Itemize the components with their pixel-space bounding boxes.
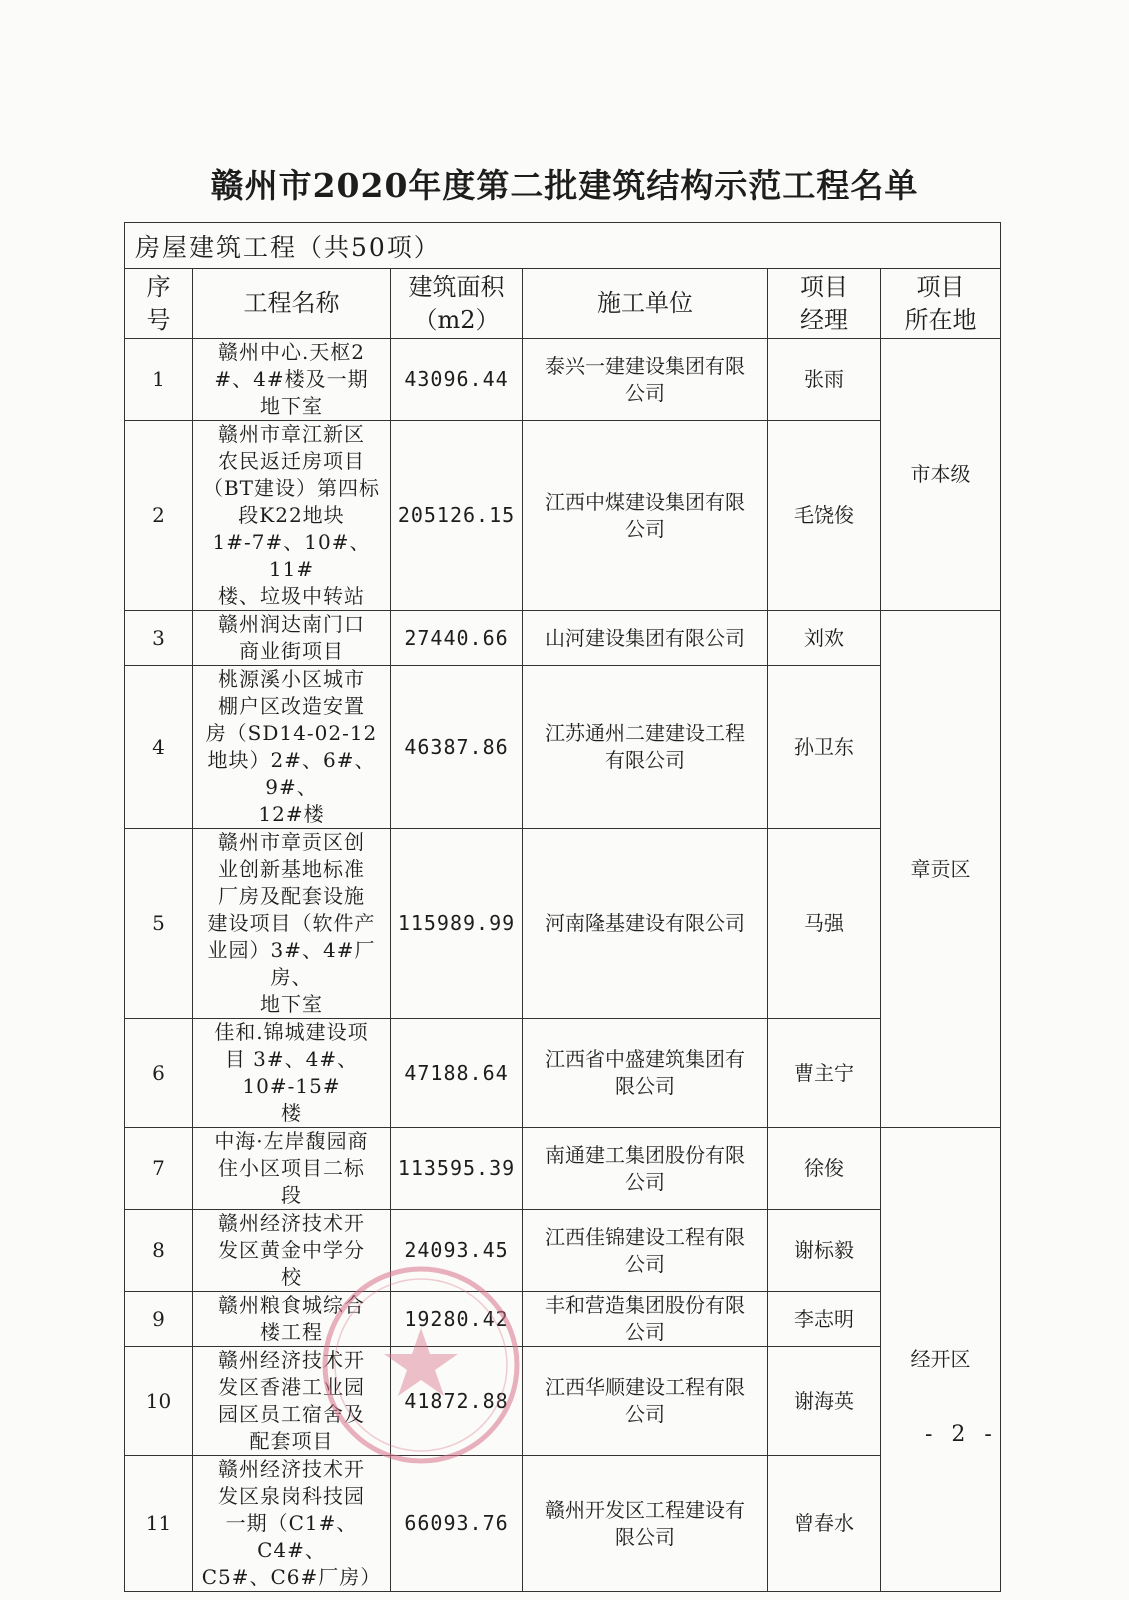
building-area: 46387.86 (391, 666, 523, 829)
project-manager: 毛饶俊 (768, 421, 881, 611)
project-manager: 徐俊 (768, 1128, 881, 1210)
header-manager: 项目 经理 (768, 269, 881, 339)
construction-company: 丰和营造集团股份有限 公司 (523, 1292, 768, 1347)
project-table (124, 222, 1001, 1592)
table-row (125, 1347, 1001, 1456)
header-region: 项目 所在地 (881, 269, 1001, 339)
section-title: 房屋建筑工程（共50项） (125, 223, 1001, 269)
row-no: 5 (125, 829, 193, 1019)
table-row (125, 1210, 1001, 1292)
project-name: 佳和.锦城建设项 目 3#、4#、10#-15# 楼 (193, 1019, 391, 1128)
building-area: 47188.64 (391, 1019, 523, 1128)
project-name: 桃源溪小区城市 棚户区改造安置 房（SD14-02-12 地块）2#、6#、9#、 12#楼 (193, 666, 391, 829)
row-no: 10 (125, 1347, 193, 1456)
project-manager: 张雨 (768, 339, 881, 421)
building-area: 41872.88 (391, 1347, 523, 1456)
region-shibenji: 市本级 (881, 339, 1001, 611)
table-row (125, 829, 1001, 1019)
construction-company: 江苏通州二建建设工程 有限公司 (523, 666, 768, 829)
building-area: 66093.76 (391, 1456, 523, 1592)
project-manager: 曹主宁 (768, 1019, 881, 1128)
project-manager: 谢海英 (768, 1347, 881, 1456)
project-manager: 马强 (768, 829, 881, 1019)
project-name: 赣州经济技术开 发区黄金中学分 校 (193, 1210, 391, 1292)
construction-company: 赣州开发区工程建设有 限公司 (523, 1456, 768, 1592)
building-area: 27440.66 (391, 611, 523, 666)
row-no: 6 (125, 1019, 193, 1128)
row-no: 9 (125, 1292, 193, 1347)
row-no: 7 (125, 1128, 193, 1210)
project-name: 赣州粮食城综合 楼工程 (193, 1292, 391, 1347)
construction-company: 山河建设集团有限公司 (523, 611, 768, 666)
project-name: 赣州市章江新区 农民返迁房项目 （BT建设）第四标 段K22地块 1#-7#、10#、11# 楼、垃圾中转站 (193, 421, 391, 611)
building-area: 43096.44 (391, 339, 523, 421)
project-manager: 曾春水 (768, 1456, 881, 1592)
row-no: 8 (125, 1210, 193, 1292)
construction-company: 江西佳锦建设工程有限 公司 (523, 1210, 768, 1292)
page-number: - 2 - (925, 1422, 998, 1447)
row-no: 11 (125, 1456, 193, 1592)
table-row (125, 1292, 1001, 1347)
row-no: 3 (125, 611, 193, 666)
project-name: 赣州润达南门口 商业街项目 (193, 611, 391, 666)
header-area: 建筑面积 （m2） (391, 269, 523, 339)
project-name: 赣州经济技术开 发区香港工业园 园区员工宿舍及 配套项目 (193, 1347, 391, 1456)
row-no: 2 (125, 421, 193, 611)
region-jingkai: 经开区 (881, 1128, 1001, 1592)
construction-company: 泰兴一建建设集团有限 公司 (523, 339, 768, 421)
construction-company: 江西省中盛建筑集团有 限公司 (523, 1019, 768, 1128)
building-area: 115989.99 (391, 829, 523, 1019)
table-row (125, 1128, 1001, 1210)
region-zhanggong: 章贡区 (881, 611, 1001, 1128)
section-row (125, 223, 1001, 269)
table-row (125, 1456, 1001, 1592)
construction-company: 河南隆基建设有限公司 (523, 829, 768, 1019)
project-manager: 谢标毅 (768, 1210, 881, 1292)
table-row (125, 421, 1001, 611)
construction-company: 江西中煤建设集团有限 公司 (523, 421, 768, 611)
row-no: 1 (125, 339, 193, 421)
project-name: 中海·左岸馥园商 住小区项目二标 段 (193, 1128, 391, 1210)
building-area: 205126.15 (391, 421, 523, 611)
header-name: 工程名称 (193, 269, 391, 339)
building-area: 19280.42 (391, 1292, 523, 1347)
header-row (125, 269, 1001, 339)
building-area: 113595.39 (391, 1128, 523, 1210)
table-row (125, 1019, 1001, 1128)
table-row (125, 339, 1001, 421)
project-manager: 李志明 (768, 1292, 881, 1347)
building-area: 24093.45 (391, 1210, 523, 1292)
project-name: 赣州市章贡区创 业创新基地标准 厂房及配套设施 建设项目（软件产 业园）3#、4#厂房、 地下室 (193, 829, 391, 1019)
project-manager: 孙卫东 (768, 666, 881, 829)
header-no: 序 号 (125, 269, 193, 339)
project-manager: 刘欢 (768, 611, 881, 666)
construction-company: 南通建工集团股份有限 公司 (523, 1128, 768, 1210)
header-company: 施工单位 (523, 269, 768, 339)
table-row (125, 611, 1001, 666)
construction-company: 江西华顺建设工程有限 公司 (523, 1347, 768, 1456)
document-title: 赣州市2020年度第二批建筑结构示范工程名单 (210, 166, 919, 205)
row-no: 4 (125, 666, 193, 829)
table-row (125, 666, 1001, 829)
project-name: 赣州经济技术开 发区泉岗科技园 一期（C1#、C4#、 C5#、C6#厂房） (193, 1456, 391, 1592)
project-name: 赣州中心.天枢2 #、4#楼及一期 地下室 (193, 339, 391, 421)
